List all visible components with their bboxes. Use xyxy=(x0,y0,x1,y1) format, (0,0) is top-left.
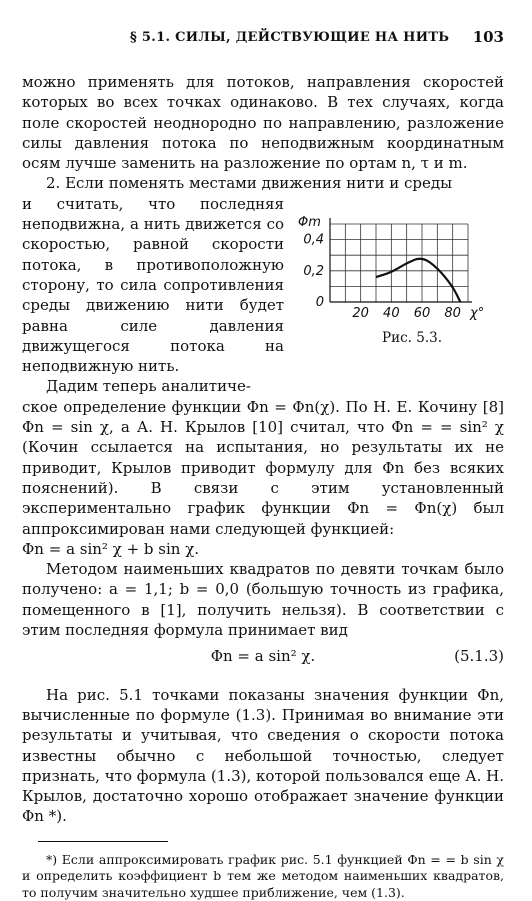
footnote: *) Если аппроксимировать график рис. 5.1 функцией Φn = = b sin χ и определить коэффициент b тем же методом наименьших квадратов, то получим значительно худшее приближение, чем (1.3). xyxy=(22,851,504,900)
wrapped-text xyxy=(22,194,284,397)
chart-axes xyxy=(330,218,472,302)
figure-chart xyxy=(292,214,504,326)
x-tick-label: 60 xyxy=(413,305,431,321)
x-tick-label: 40 xyxy=(383,305,400,321)
x-tick-label: 80 xyxy=(444,305,461,321)
x-axis-label: χ° xyxy=(470,305,485,321)
formula-2: Φn = a sin² χ. xyxy=(210,647,316,666)
paragraph-5: На рис. 5.1 точками показаны значения функции Φn, вычисленные по формуле (1.3). Принимая во внимание эти результаты и учитывая, что сведения о скорости потока известны обычно с небольшой точностью, следует признать, что формула (1.3), которой пользовался еще А. Н. Крылов, достаточно хорошо отображает значение функции Φn *). xyxy=(22,685,504,826)
chart-grid xyxy=(330,224,468,302)
y-tick-label: 0,2 xyxy=(303,263,324,279)
y-tick-label: 0 xyxy=(315,294,324,310)
formula-2-line xyxy=(22,646,504,666)
page-number: 103 xyxy=(472,28,504,46)
paragraph-4: Методом наименьших квадратов по девяти точкам было получено: a = 1,1; b = 0,0 (большую точность из графика, помещенного в [1], получить нельзя). В соответствии с этим последняя формула принимает вид xyxy=(22,560,504,640)
running-header xyxy=(0,30,532,50)
formula-2-number: (5.1.3) xyxy=(454,647,504,666)
page-body xyxy=(22,72,504,901)
figure-5-3 xyxy=(292,214,504,397)
paragraph-3: ское определение функции Φn = Φn(χ). По Н. Е. Кочину [8] Φn = sin χ, а А. Н. Крылов [10] считал, что Φn = = sin² χ (Кочин ссылается на испытания, но результаты их не приводит, Крылов приводит формулу для Φn без всяких пояснений). В связи с этим установленный экспериментально график функции Φn = Φn(χ) был аппроксимирован нами следующей функцией: xyxy=(22,397,504,538)
chart-series xyxy=(376,259,460,302)
paragraph-2-start: 2. Если поменять местами движения нити и среды xyxy=(46,174,453,193)
formula-1: Φn = a sin² χ + b sin χ. xyxy=(22,539,200,558)
figure-caption: Рис. 5.3. xyxy=(382,329,442,346)
text-with-figure xyxy=(22,194,504,397)
y-axis-label: Φm xyxy=(298,214,321,230)
section-title: § 5.1. СИЛЫ, ДЕЙСТВУЮЩИЕ НА НИТЬ xyxy=(130,30,450,45)
footnote-rule xyxy=(38,841,168,842)
series-line xyxy=(376,259,460,302)
paragraph-1: можно применять для потоков, направления скоростей которых во всех точках одинаково. В тех случаях, когда поле скоростей неоднородно по направлению, разложение силы давления потока по неподвижным координатным осям лучше заменить на разложение по ортам n, τ и m. xyxy=(22,73,504,173)
y-tick-label: 0,4 xyxy=(303,232,324,248)
x-tick-label: 20 xyxy=(352,305,369,321)
paragraph-2-wrap: и считать, что последняя неподвижна, а нить движется со скоростью, равной скорости потока, в противоположную сторону, то сила сопротивления среды движению нити будет равна силе давления движущегося потока на неподвижную нить. xyxy=(22,194,284,376)
paragraph-3-wrap: Дадим теперь аналитиче- xyxy=(46,377,251,396)
